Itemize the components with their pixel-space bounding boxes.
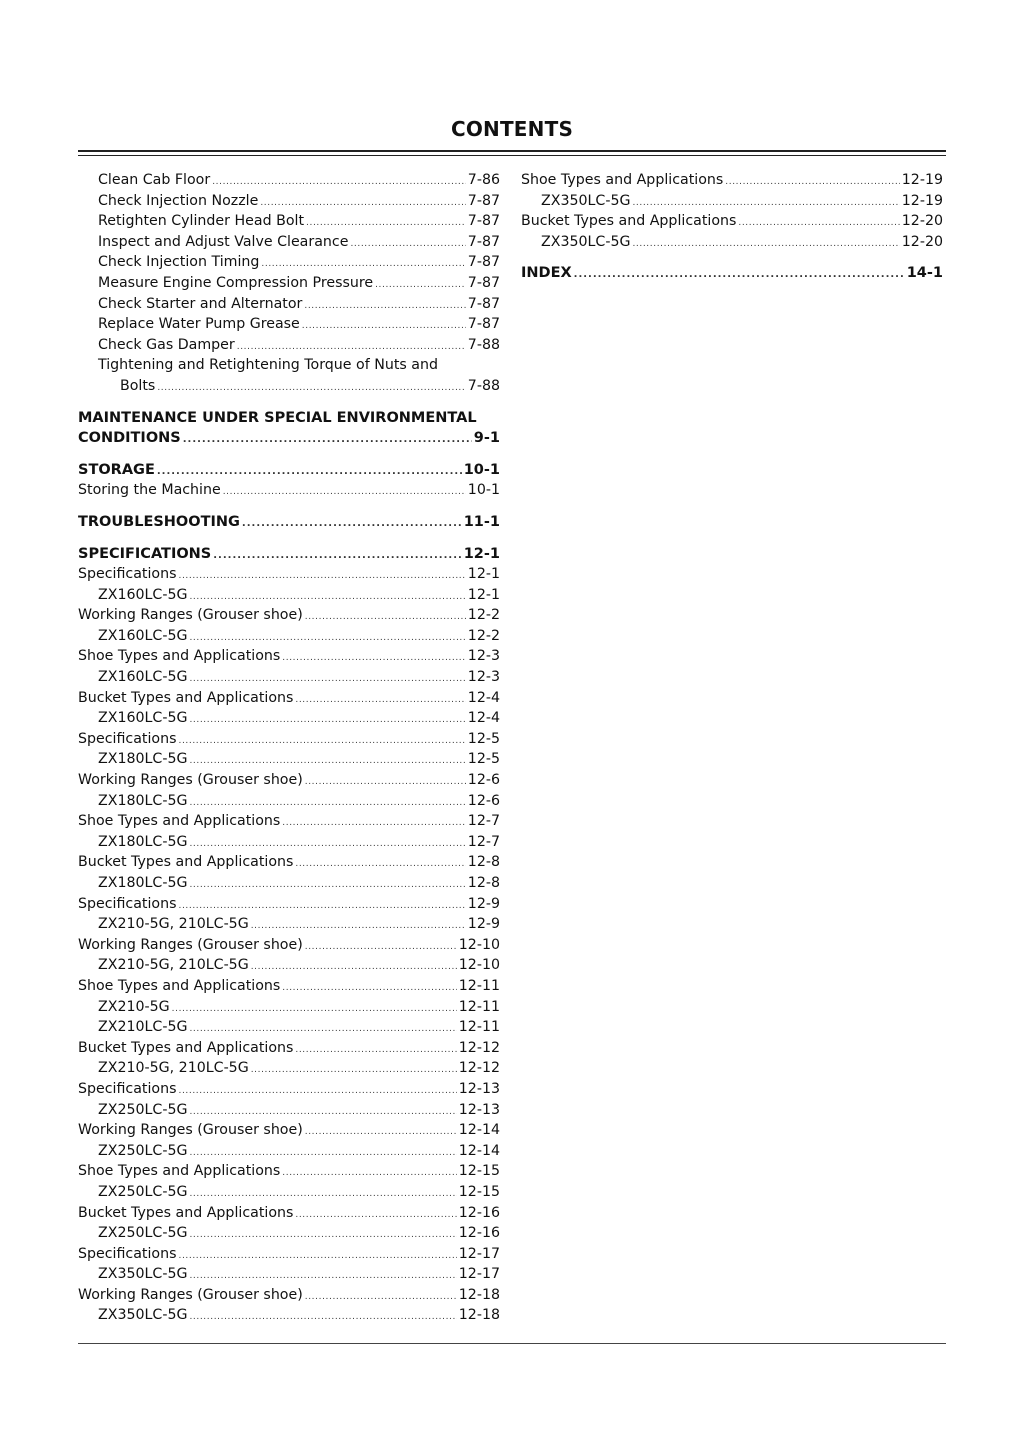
toc-entry-text: ZX350LC-5G	[98, 1266, 188, 1283]
toc-page-number: 12-10	[458, 957, 500, 974]
toc-entry[interactable]	[78, 191, 500, 212]
dot-leader	[189, 1100, 456, 1121]
toc-entry-text: ZX180LC-5G	[98, 792, 188, 809]
toc-page-number: 12-7	[467, 813, 500, 830]
toc-page-number: 7-87	[467, 233, 500, 250]
toc-entry-text: ZX160LC-5G	[98, 669, 188, 686]
dot-leader	[251, 1058, 457, 1079]
toc-entry-text: Shoe Types and Applications	[78, 813, 281, 830]
toc-entry-text: Working Ranges (Grouser shoe)	[78, 1286, 303, 1303]
toc-page-number: 12-8	[467, 854, 500, 871]
dot-leader	[172, 997, 457, 1018]
toc-entry[interactable]	[78, 852, 500, 873]
toc-entry-text: ZX180LC-5G	[98, 833, 188, 850]
dot-leader	[305, 770, 466, 791]
toc-section-title: SPECIFICATIONS	[78, 545, 212, 562]
dot-leader	[738, 211, 899, 232]
specifications-list	[78, 564, 500, 1326]
toc-entry[interactable]	[78, 1161, 500, 1182]
toc-entry[interactable]	[78, 1264, 500, 1285]
dot-leader	[178, 894, 465, 915]
toc-page-number: 12-19	[901, 172, 943, 188]
toc-entry[interactable]	[78, 914, 500, 935]
toc-entry-torque[interactable]	[78, 355, 500, 396]
toc-entry[interactable]	[78, 873, 500, 894]
toc-entry-text: Bucket Types and Applications	[78, 854, 294, 871]
dot-leader	[178, 1079, 456, 1100]
toc-entry-text: Specifications	[78, 1245, 177, 1262]
toc-entry[interactable]	[78, 294, 500, 315]
toc-entry[interactable]	[78, 1223, 500, 1244]
toc-page-number: 7-87	[467, 316, 500, 333]
toc-page-number: 12-6	[467, 772, 500, 789]
toc-entry[interactable]	[78, 1305, 500, 1326]
dot-leader	[189, 1141, 456, 1162]
dot-leader	[295, 688, 465, 709]
toc-page-number: 12-16	[458, 1225, 500, 1242]
dot-leader	[295, 1038, 456, 1059]
toc-entry-text: Bucket Types and Applications	[78, 689, 294, 706]
toc-entry[interactable]	[78, 976, 500, 997]
right-entries-list	[521, 170, 943, 252]
toc-section-title: CONDITIONS	[78, 430, 181, 447]
toc-entry-text: Shoe Types and Applications	[78, 977, 281, 994]
toc-entry-text: Working Ranges (Grouser shoe)	[78, 936, 303, 953]
toc-page-number: 12-4	[467, 689, 500, 706]
toc-page-number: 12-16	[458, 1204, 500, 1221]
toc-page-number: 12-7	[467, 833, 500, 850]
toc-entry-text: ZX350LC-5G	[98, 1307, 188, 1324]
toc-entry[interactable]	[78, 1203, 500, 1224]
toc-entry-text: Specifications	[78, 730, 177, 747]
toc-entry[interactable]	[78, 314, 500, 335]
toc-page-number: 12-3	[467, 648, 500, 665]
toc-entry-text: ZX350LC-5G	[541, 233, 631, 250]
dot-leader	[237, 335, 466, 356]
toc-entry[interactable]	[78, 1100, 500, 1121]
toc-page-number: 12-9	[467, 895, 500, 912]
toc-entry[interactable]	[78, 605, 500, 626]
toc-page-number: 10-1	[463, 461, 500, 478]
toc-entry[interactable]	[521, 170, 943, 191]
toc-entry-text: ZX210-5G, 210LC-5G	[98, 916, 249, 933]
dot-leader	[213, 544, 461, 565]
toc-page-number: 12-1	[463, 545, 500, 562]
toc-page-number: 12-18	[458, 1307, 500, 1324]
toc-page-number: 12-19	[901, 192, 943, 209]
toc-entry-text: Bucket Types and Applications	[78, 1204, 294, 1221]
toc-entry[interactable]	[78, 1182, 500, 1203]
toc-entry-text: Specifications	[78, 566, 177, 583]
page-title: CONTENTS	[450, 117, 574, 141]
toc-page-number: 12-15	[458, 1163, 500, 1180]
toc-page-number: 12-11	[458, 977, 500, 994]
toc-page-number: 7-87	[467, 192, 500, 209]
toc-entry-text: ZX160LC-5G	[98, 586, 188, 603]
dot-leader	[375, 273, 466, 294]
toc-page-number: 12-17	[458, 1266, 500, 1283]
dot-leader	[189, 585, 465, 606]
dot-leader	[282, 976, 456, 997]
toc-entry[interactable]	[78, 770, 500, 791]
toc-page-number: 7-88	[467, 336, 500, 353]
dot-leader	[632, 191, 899, 212]
toc-page-number: 12-1	[467, 586, 500, 603]
dot-leader	[189, 708, 465, 729]
toc-entry-text: Check Starter and Alternator	[98, 295, 303, 312]
dot-leader	[189, 873, 465, 894]
toc-page-number: 12-3	[467, 669, 500, 686]
toc-page-number: 14-1	[906, 265, 943, 282]
toc-entry-text: Check Injection Nozzle	[98, 192, 259, 209]
dot-leader	[251, 914, 466, 935]
toc-entry[interactable]	[78, 252, 500, 273]
dot-leader	[260, 191, 465, 212]
toc-page-number: 9-1	[473, 430, 500, 447]
dot-leader	[157, 376, 465, 397]
toc-entry-text: Bolts	[120, 377, 156, 394]
right-column	[521, 170, 943, 284]
dot-leader	[189, 1264, 456, 1285]
toc-page-number: 12-13	[458, 1080, 500, 1097]
dot-leader	[305, 1120, 457, 1141]
toc-entry-text: Retighten Cylinder Head Bolt	[98, 213, 305, 230]
toc-page-number: 10-1	[467, 482, 500, 499]
toc-entry[interactable]	[78, 667, 500, 688]
toc-page-number: 12-14	[458, 1142, 500, 1159]
toc-entry[interactable]	[78, 811, 500, 832]
toc-page-number: 7-86	[467, 172, 500, 188]
toc-entry-text: Inspect and Adjust Valve Clearance	[98, 233, 349, 250]
dot-leader	[189, 1182, 456, 1203]
dot-leader	[223, 480, 466, 501]
toc-entry-text: Working Ranges (Grouser shoe)	[78, 772, 303, 789]
toc-entry[interactable]	[78, 273, 500, 294]
toc-entry[interactable]	[78, 626, 500, 647]
toc-entry[interactable]	[78, 211, 500, 232]
dot-leader	[574, 263, 905, 284]
top-rule	[78, 150, 946, 156]
toc-page-number: 12-10	[458, 936, 500, 953]
toc-page-number: 12-9	[467, 916, 500, 933]
toc-entry[interactable]	[521, 232, 943, 253]
toc-entry-text: Storing the Machine	[78, 482, 221, 499]
dot-leader	[282, 1161, 456, 1182]
dot-leader	[632, 232, 899, 253]
toc-page-number: 12-1	[467, 566, 500, 583]
dot-leader	[178, 729, 465, 750]
toc-entry[interactable]	[78, 564, 500, 585]
toc-entry-text: ZX210LC-5G	[98, 1019, 188, 1036]
toc-page-number: 12-11	[458, 998, 500, 1015]
toc-page-number: 12-20	[901, 233, 943, 250]
dot-leader	[282, 646, 466, 667]
toc-entry-text: ZX350LC-5G	[541, 192, 631, 209]
toc-entry[interactable]	[521, 191, 943, 212]
toc-entry[interactable]	[78, 749, 500, 770]
dot-leader	[282, 811, 466, 832]
toc-entry[interactable]	[78, 1017, 500, 1038]
toc-page-number: 11-1	[463, 513, 500, 530]
dot-leader	[302, 314, 466, 335]
toc-page-number: 12-15	[458, 1183, 500, 1200]
toc-page-number: 12-6	[467, 792, 500, 809]
toc-entry-text: Replace Water Pump Grease	[98, 316, 300, 333]
toc-page-number: 12-5	[467, 751, 500, 768]
dot-leader	[178, 1244, 456, 1265]
dot-leader	[725, 170, 899, 191]
toc-entry-text: Working Ranges (Grouser shoe)	[78, 607, 303, 624]
dot-leader	[295, 852, 465, 873]
toc-entry[interactable]	[78, 646, 500, 667]
toc-page-number: 12-12	[458, 1060, 500, 1077]
toc-entry[interactable]	[78, 935, 500, 956]
toc-section-specifications[interactable]	[78, 544, 500, 565]
toc-entry[interactable]	[78, 585, 500, 606]
toc-entry-text: ZX160LC-5G	[98, 710, 188, 727]
toc-page-number: 7-87	[467, 213, 500, 230]
toc-page-number: 7-87	[467, 274, 500, 291]
toc-entry-text: Check Injection Timing	[98, 254, 260, 271]
dot-leader	[295, 1203, 456, 1224]
toc-page-number: 12-18	[458, 1286, 500, 1303]
dot-leader	[189, 1305, 456, 1326]
toc-page-number: 12-2	[467, 627, 500, 644]
toc-entry[interactable]	[521, 211, 943, 232]
toc-page-number: 12-13	[458, 1101, 500, 1118]
dot-leader	[242, 512, 462, 533]
toc-page-number: 12-17	[458, 1245, 500, 1262]
toc-entry[interactable]	[78, 894, 500, 915]
toc-entry-text: ZX250LC-5G	[98, 1101, 188, 1118]
toc-entry[interactable]	[78, 1038, 500, 1059]
toc-section-title: STORAGE	[78, 461, 155, 478]
dot-leader	[304, 294, 465, 315]
dot-leader	[305, 1285, 457, 1306]
dot-leader	[189, 791, 465, 812]
toc-entry-text: ZX160LC-5G	[98, 627, 188, 644]
toc-entry[interactable]	[78, 335, 500, 356]
toc-page-number: 7-87	[467, 295, 500, 312]
dot-leader	[306, 211, 466, 232]
toc-page-number: 7-87	[467, 254, 500, 271]
toc-entry-text: Bucket Types and Applications	[521, 213, 737, 230]
dot-leader	[189, 1223, 456, 1244]
dot-leader	[183, 428, 472, 449]
dot-leader	[189, 626, 465, 647]
dot-leader	[251, 955, 457, 976]
toc-entry-text: Specifications	[78, 895, 177, 912]
toc-page-number: 12-20	[901, 213, 943, 230]
toc-entry[interactable]	[78, 729, 500, 750]
toc-entry[interactable]	[78, 708, 500, 729]
toc-entry-text: ZX210-5G	[98, 998, 170, 1015]
toc-entry[interactable]	[78, 170, 500, 191]
dot-leader	[157, 460, 462, 481]
toc-section-index[interactable]	[521, 263, 943, 284]
toc-entry-text: Shoe Types and Applications	[78, 1163, 281, 1180]
dot-leader	[212, 170, 466, 191]
toc-entry-text: ZX180LC-5G	[98, 751, 188, 768]
toc-page-number: 12-14	[458, 1122, 500, 1139]
toc-entry-text: Shoe Types and Applications	[78, 648, 281, 665]
dot-leader	[305, 935, 457, 956]
dot-leader	[305, 605, 466, 626]
toc-section-title: TROUBLESHOOTING	[78, 513, 240, 530]
dot-leader	[261, 252, 465, 273]
toc-entry-text: ZX250LC-5G	[98, 1183, 188, 1200]
toc-entry-text: Bucket Types and Applications	[78, 1039, 294, 1056]
cab-maintenance-list	[78, 170, 500, 355]
dot-leader	[189, 1017, 456, 1038]
toc-page-number: 12-12	[458, 1039, 500, 1056]
toc-page-number: 12-8	[467, 875, 500, 891]
left-column	[78, 170, 500, 1326]
toc-entry-text: ZX210-5G, 210LC-5G	[98, 957, 249, 974]
toc-section-troubleshooting[interactable]	[78, 512, 500, 533]
toc-section-title: MAINTENANCE UNDER SPECIAL ENVIRONMENTAL	[78, 409, 477, 426]
toc-entry[interactable]	[78, 1285, 500, 1306]
toc-entry[interactable]	[78, 1058, 500, 1079]
dot-leader	[189, 749, 465, 770]
toc-entry[interactable]	[78, 832, 500, 853]
toc-entry[interactable]	[78, 1141, 500, 1162]
toc-page-number: 12-11	[458, 1019, 500, 1036]
toc-page-number: 12-4	[467, 710, 500, 727]
toc-entry-text: Shoe Types and Applications	[521, 172, 724, 188]
toc-page-number: 12-5	[467, 730, 500, 747]
toc-entry-text: Tightening and Retightening Torque of Nuts and	[98, 357, 438, 374]
dot-leader	[189, 667, 465, 688]
toc-entry[interactable]	[78, 1120, 500, 1141]
toc-section-title: INDEX	[521, 265, 572, 282]
toc-entry[interactable]	[78, 997, 500, 1018]
toc-page-number: 12-2	[467, 607, 500, 624]
toc-entry[interactable]	[78, 232, 500, 253]
toc-entry-text: ZX250LC-5G	[98, 1225, 188, 1242]
toc-section-maintenance-special[interactable]	[78, 408, 500, 449]
bottom-rule	[78, 1343, 946, 1344]
toc-page-number: 7-88	[467, 377, 500, 394]
toc-entry[interactable]	[78, 1079, 500, 1100]
toc-entry-text: Check Gas Damper	[98, 336, 235, 353]
toc-entry-text: Specifications	[78, 1080, 177, 1097]
toc-entry-storing[interactable]	[78, 480, 500, 501]
toc-entry-text: Clean Cab Floor	[98, 172, 211, 188]
dot-leader	[350, 232, 465, 253]
toc-entry[interactable]	[78, 688, 500, 709]
toc-entry[interactable]	[78, 1244, 500, 1265]
toc-entry-text: Measure Engine Compression Pressure	[98, 274, 374, 291]
dot-leader	[189, 832, 465, 853]
toc-entry-text: ZX250LC-5G	[98, 1142, 188, 1159]
toc-entry[interactable]	[78, 955, 500, 976]
toc-entry[interactable]	[78, 791, 500, 812]
toc-entry-text: ZX210-5G, 210LC-5G	[98, 1060, 249, 1077]
toc-section-storage[interactable]	[78, 460, 500, 481]
dot-leader	[178, 564, 465, 585]
toc-entry-text: Working Ranges (Grouser shoe)	[78, 1122, 303, 1139]
toc-entry-text: ZX180LC-5G	[98, 875, 188, 891]
